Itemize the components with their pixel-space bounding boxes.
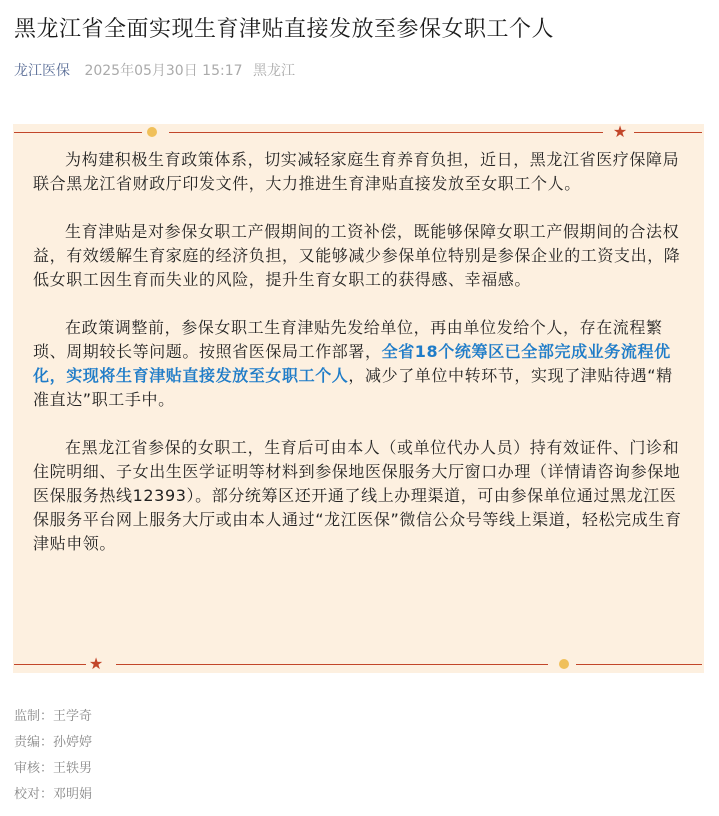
article-title: 黑龙江省全面实现生育津贴直接发放至参保女职工个人 [14, 17, 555, 42]
top-star-icon: ★ [612, 122, 628, 141]
top-divider-left [14, 132, 142, 133]
article-meta [14, 62, 295, 80]
credit-label: 监制： [14, 709, 54, 724]
credit-row [14, 730, 92, 756]
credit-label: 校对： [14, 787, 54, 802]
credit-row [14, 756, 92, 782]
paragraph-1: 为构建积极生育政策体系，切实减轻家庭生育养育负担，近日，黑龙江省医疗保障局联合黑龙江省财政厅印发文件，大力推进生育津贴直接发放至女职工个人。 [33, 150, 680, 193]
publish-date: 2025年05月30日 15:17 [84, 63, 243, 79]
bottom-divider-start [14, 664, 86, 665]
article-body [33, 148, 689, 580]
credit-label: 责编： [14, 735, 54, 750]
bottom-divider-left [116, 664, 548, 665]
publish-location: 黑龙江 [252, 63, 295, 79]
paragraph-4: 在黑龙江省参保的女职工，生育后可由本人（或单位代办人员）持有效证件、门诊和住院明细、子女出生医学证明等材料到参保地医保服务大厅窗口办理（详情请咨询参保地医保服务热线12393）。部分统筹区还开通了线上办理渠道，可由参保单位通过黑龙江医保服务平台网上服务大厅或由本人通过“龙江医保”微信公众号等线上渠道，轻松完成生育津贴申领。 [33, 438, 682, 553]
paragraph-3 [33, 316, 689, 412]
credit-name: 王轶男 [53, 761, 93, 776]
credit-row [14, 782, 92, 808]
credit-row [14, 704, 92, 730]
paragraph-3-part-2: ，减少了单位中转环节，实现了津贴待遇“精准直达”职工手中。 [33, 366, 673, 409]
account-name-link[interactable]: 龙江医保 [14, 63, 70, 79]
credit-label: 审核： [14, 761, 54, 776]
top-dot-icon [147, 127, 157, 137]
bottom-star-icon: ★ [88, 654, 104, 673]
top-divider-right [169, 132, 603, 133]
bottom-dot-icon [559, 659, 569, 669]
paragraph-3-highlight: 全省18个统筹区已全部完成业务流程优化，实现将生育津贴直接发放至女职工个人 [33, 342, 671, 385]
credit-name: 孙婷婷 [53, 735, 93, 750]
credits-list [14, 704, 92, 808]
credit-name: 王学奇 [53, 709, 93, 724]
top-divider-end [634, 132, 702, 133]
bottom-divider-right [576, 664, 702, 665]
paragraph-2: 生育津贴是对参保女职工产假期间的工资补偿，既能够保障女职工产假期间的合法权益，有效缓解生育家庭的经济负担，又能够减少参保单位特别是参保企业的工资支出，降低女职工因生育而失业的风险，提升生育女职工的获得感、幸福感。 [33, 222, 681, 289]
credit-name: 邓明娟 [53, 787, 93, 802]
paragraph-3-part-1: 在政策调整前，参保女职工生育津贴先发给单位，再由单位发给个人，存在流程繁琐、周期较长等问题。按照省医保局工作部署， [33, 318, 663, 361]
